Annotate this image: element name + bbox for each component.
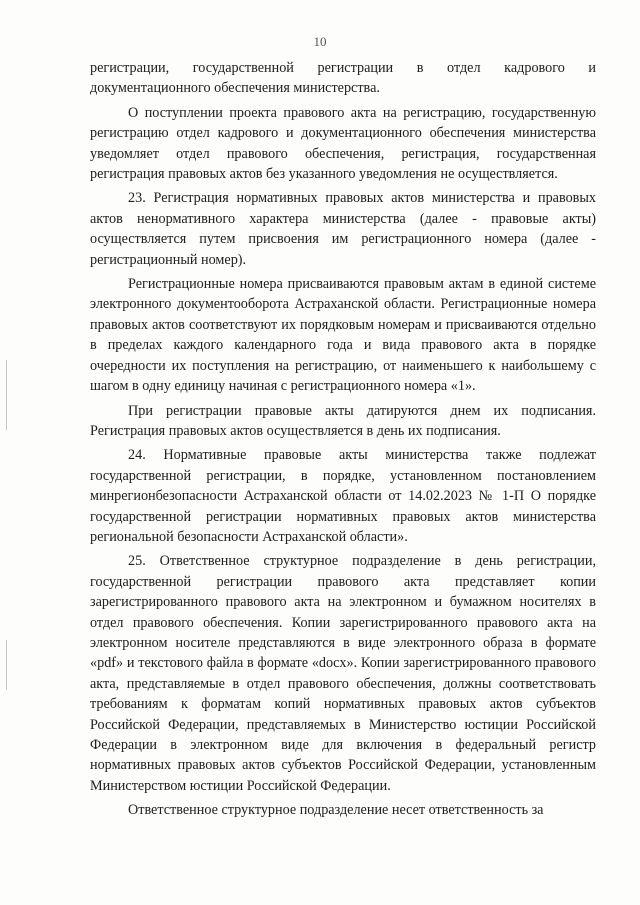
paragraph: 25. Ответственное структурное подразделение в день регистрации, государственной регистрации правового акта представляет копии зарегистрированного правового акта на электронном и бумажном носителях в отдел правового обеспечения. Копии зарегистрированного правового акта на электронном носителе представляются в виде электронного образа в формате «pdf» и текстового файла в формате «docx». Копии зарегистрированного правового акта, представляемые в отдел правового обеспечения, должны соответствовать требованиям к форматам копий нормативных правовых актов субъектов Российской Федерации, представляемых в Министерство юстиции Российской Федерации в электронном виде для включения в федеральный регистр нормативных правовых актов субъектов Российской Федерации, установленным Министерством юстиции Российской Федерации.: [90, 553, 596, 794]
paragraph: 23. Регистрация нормативных правовых актов министерства и правовых актов ненормативного характера министерства (далее - правовые акты) осуществляется путем присвоения им регистрационного номера (далее - регистрационный номер).: [90, 190, 596, 268]
document-body: [90, 58, 596, 825]
paragraph: Регистрационные номера присваиваются правовым актам в единой системе электронного документооборота Астраханской области. Регистрационные номера правовых актов соответствуют их порядковым номерам и присваиваются отдельно в пределах каждого календарного года и вида правового акта в порядке очередности их поступления на регистрацию, от наименьшего к наибольшему с шагом в одну единицу начиная с регистрационного номера «1».: [90, 276, 596, 395]
scan-artifact: [6, 640, 7, 690]
paragraph: При регистрации правовые акты датируются днем их подписания. Регистрация правовых актов осуществляется в день их подписания.: [90, 402, 596, 439]
scan-artifact: [6, 360, 7, 430]
page-number: 10: [313, 34, 327, 49]
paragraph: Ответственное структурное подразделение несет ответственность за: [128, 802, 544, 819]
paragraph: 24. Нормативные правовые акты министерства также подлежат государственной регистрации, в порядке, установленном постановлением минрегионбезопасности Астраханской области от 14.02.2023 № 1-П О порядке государственной регистрации нормативных правовых актов министерства региональной безопасности Астраханской области».: [90, 447, 596, 545]
paragraph: регистрации, государственной регистрации в отдел кадрового и документационного обеспечения министерства.: [90, 60, 596, 97]
paragraph: О поступлении проекта правового акта на регистрацию, государственную регистрацию отдел кадрового и документационного обеспечения министерства уведомляет отдел правового обеспечения, регистрация, государственная регистрация правовых актов без указанного уведомления не осуществляется.: [90, 104, 596, 183]
